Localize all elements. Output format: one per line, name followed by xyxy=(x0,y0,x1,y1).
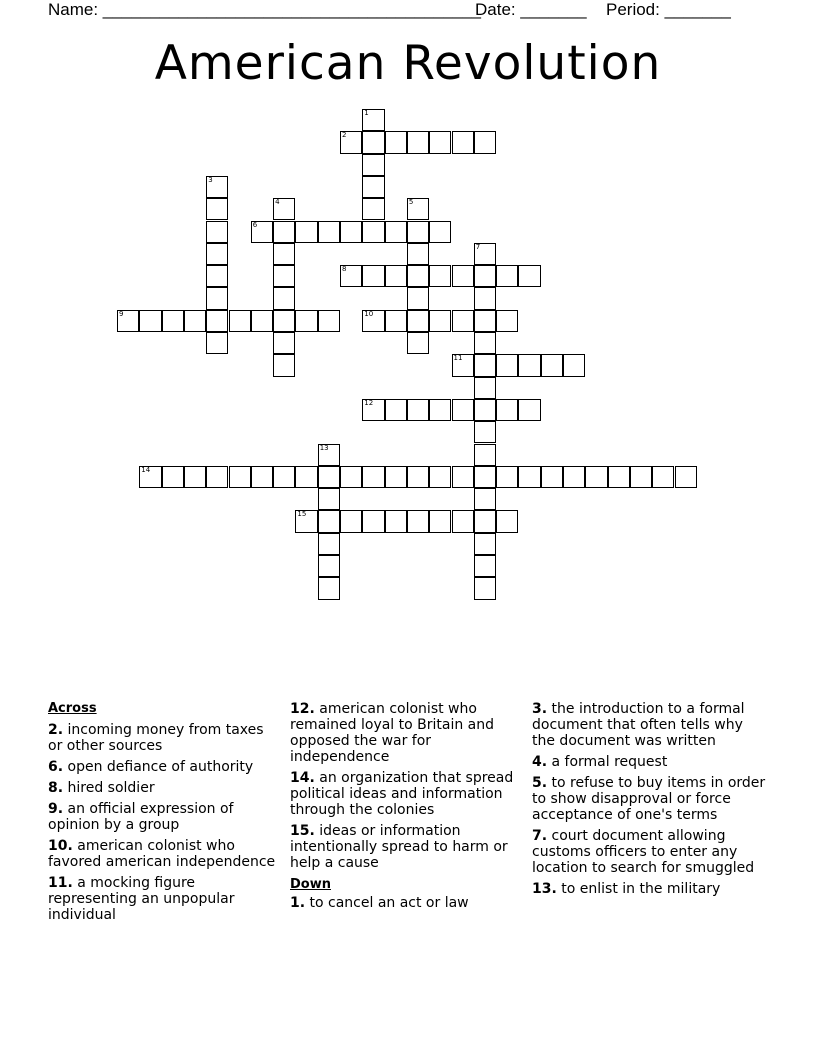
crossword-cell[interactable] xyxy=(162,466,184,488)
crossword-cell[interactable] xyxy=(362,466,384,488)
crossword-cell[interactable] xyxy=(518,265,540,287)
crossword-cell[interactable] xyxy=(340,221,362,243)
crossword-cell[interactable] xyxy=(295,310,317,332)
crossword-cell[interactable] xyxy=(518,354,540,376)
crossword-cell[interactable] xyxy=(429,221,451,243)
period-field-label[interactable]: Period: _______ xyxy=(606,0,731,19)
crossword-cell[interactable] xyxy=(474,310,496,332)
crossword-cell[interactable] xyxy=(362,131,384,153)
crossword-cell[interactable] xyxy=(318,444,340,466)
crossword-cell[interactable] xyxy=(385,310,407,332)
crossword-cell[interactable] xyxy=(206,265,228,287)
crossword-cell[interactable] xyxy=(407,243,429,265)
crossword-cell[interactable] xyxy=(162,310,184,332)
crossword-cell[interactable] xyxy=(407,265,429,287)
crossword-cell[interactable] xyxy=(474,466,496,488)
crossword-cell[interactable] xyxy=(385,131,407,153)
crossword-cell[interactable] xyxy=(563,466,585,488)
crossword-cell[interactable] xyxy=(206,221,228,243)
crossword-cell[interactable] xyxy=(675,466,697,488)
crossword-cell[interactable] xyxy=(362,310,384,332)
crossword-cell[interactable] xyxy=(318,510,340,532)
crossword-cell[interactable] xyxy=(518,466,540,488)
crossword-cell[interactable] xyxy=(407,510,429,532)
crossword-cell[interactable] xyxy=(273,354,295,376)
down-heading: Down xyxy=(290,877,331,892)
crossword-cell[interactable] xyxy=(452,399,474,421)
crossword-cell[interactable] xyxy=(496,354,518,376)
clue-across-12: 12. american colonist who remained loyal to Britain and opposed the war for independence xyxy=(290,701,495,765)
crossword-cell[interactable] xyxy=(429,310,451,332)
crossword-cell[interactable] xyxy=(385,399,407,421)
clue-number-label: 10 xyxy=(364,309,374,318)
crossword-cell[interactable] xyxy=(340,131,362,153)
crossword-cell[interactable] xyxy=(474,488,496,510)
clue-across-10: 10. american colonist who favored american independence xyxy=(48,838,276,870)
clue-across-2: 2. incoming money from taxes or other sources xyxy=(48,722,264,754)
crossword-cell[interactable] xyxy=(541,354,563,376)
crossword-cell[interactable] xyxy=(474,265,496,287)
crossword-cell[interactable] xyxy=(429,399,451,421)
clue-number-label: 15 xyxy=(297,510,307,519)
crossword-cell[interactable] xyxy=(273,265,295,287)
crossword-cell[interactable] xyxy=(429,131,451,153)
crossword-cell[interactable] xyxy=(295,221,317,243)
crossword-cell[interactable] xyxy=(452,510,474,532)
crossword-cell[interactable] xyxy=(496,310,518,332)
crossword-cell[interactable] xyxy=(340,265,362,287)
crossword-cell[interactable] xyxy=(407,399,429,421)
crossword-cell[interactable] xyxy=(652,466,674,488)
crossword-cell[interactable] xyxy=(229,310,251,332)
crossword-cell[interactable] xyxy=(585,466,607,488)
date-field-label[interactable]: Date: _______ xyxy=(475,0,587,19)
crossword-cell[interactable] xyxy=(139,466,161,488)
crossword-cell[interactable] xyxy=(452,466,474,488)
clues-column-1 xyxy=(48,701,282,923)
crossword-cell[interactable] xyxy=(429,466,451,488)
crossword-cell[interactable] xyxy=(474,510,496,532)
clues-column-3 xyxy=(532,701,766,897)
clue-across-9: 9. an official expression of opinion by a group xyxy=(48,801,234,833)
crossword-cell[interactable] xyxy=(429,510,451,532)
crossword-cell[interactable] xyxy=(474,354,496,376)
clue-number-label: 7 xyxy=(475,242,481,251)
clue-across-6: 6. open defiance of authority xyxy=(48,759,254,775)
clue-number-label: 6 xyxy=(252,220,258,229)
crossword-cell[interactable] xyxy=(407,221,429,243)
crossword-cell[interactable] xyxy=(496,510,518,532)
clue-number-label: 2 xyxy=(342,131,347,140)
crossword-cell[interactable] xyxy=(474,332,496,354)
crossword-cell[interactable] xyxy=(407,131,429,153)
crossword-cell[interactable] xyxy=(608,466,630,488)
crossword-cell[interactable] xyxy=(273,243,295,265)
crossword-cell[interactable] xyxy=(407,287,429,309)
crossword-cell[interactable] xyxy=(362,221,384,243)
crossword-cell[interactable] xyxy=(496,399,518,421)
crossword-cell[interactable] xyxy=(541,466,563,488)
crossword-cell[interactable] xyxy=(452,265,474,287)
clue-down-3: 3. the introduction to a formal document that often tells why the document was written xyxy=(532,701,745,749)
clue-number-label: 5 xyxy=(408,198,414,207)
clue-across-14: 14. an organization that spread political ideas and information through the colonies xyxy=(290,770,514,818)
crossword-cell[interactable] xyxy=(206,332,228,354)
crossword-cell[interactable] xyxy=(295,510,317,532)
crossword-cell[interactable] xyxy=(340,510,362,532)
crossword-cell[interactable] xyxy=(139,310,161,332)
crossword-cell[interactable] xyxy=(273,332,295,354)
crossword-cell[interactable] xyxy=(340,466,362,488)
clue-number-label: 1 xyxy=(364,109,369,117)
clue-across-11: 11. a mocking figure representing an unpopular individual xyxy=(48,875,235,923)
crossword-cell[interactable] xyxy=(273,198,295,220)
crossword-cell[interactable] xyxy=(407,332,429,354)
across-heading: Across xyxy=(48,701,97,716)
crossword-cell[interactable] xyxy=(362,176,384,198)
crossword-cell[interactable] xyxy=(273,466,295,488)
crossword-cell[interactable] xyxy=(452,131,474,153)
crossword-cell[interactable] xyxy=(452,310,474,332)
crossword-cell[interactable] xyxy=(362,154,384,176)
clue-number-label: 11 xyxy=(453,354,463,363)
crossword-cell[interactable] xyxy=(474,131,496,153)
crossword-cell[interactable] xyxy=(362,510,384,532)
crossword-cell[interactable] xyxy=(184,466,206,488)
crossword-cell[interactable] xyxy=(429,265,451,287)
clue-across-8: 8. hired soldier xyxy=(48,780,155,796)
crossword-cell[interactable] xyxy=(273,221,295,243)
crossword-cell[interactable] xyxy=(318,533,340,555)
crossword-cell[interactable] xyxy=(318,488,340,510)
crossword-cell[interactable] xyxy=(630,466,652,488)
crossword-cell[interactable] xyxy=(206,176,228,198)
crossword-cell[interactable] xyxy=(407,310,429,332)
crossword-cell[interactable] xyxy=(496,265,518,287)
clue-number-label: 4 xyxy=(275,198,280,207)
clue-number-label: 14 xyxy=(141,465,151,474)
crossword-cell[interactable] xyxy=(206,287,228,309)
crossword-cell[interactable] xyxy=(117,310,139,332)
crossword-cell[interactable] xyxy=(318,577,340,599)
crossword-cell[interactable] xyxy=(318,555,340,577)
crossword-cell[interactable] xyxy=(518,399,540,421)
crossword-cell[interactable] xyxy=(251,310,273,332)
crossword-cell[interactable] xyxy=(273,310,295,332)
crossword-cell[interactable] xyxy=(362,198,384,220)
crossword-cell[interactable] xyxy=(295,466,317,488)
page-title: American Revolution xyxy=(154,36,662,91)
crossword-cell[interactable] xyxy=(229,466,251,488)
clue-number-label: 8 xyxy=(342,265,347,274)
crossword-cell[interactable] xyxy=(251,466,273,488)
crossword-cell[interactable] xyxy=(385,265,407,287)
crossword-cell[interactable] xyxy=(318,310,340,332)
crossword-cell[interactable] xyxy=(452,354,474,376)
clue-down-4: 4. a formal request xyxy=(532,754,668,770)
crossword-cell[interactable] xyxy=(184,310,206,332)
crossword-cell[interactable] xyxy=(474,577,496,599)
crossword-cell[interactable] xyxy=(318,466,340,488)
name-field-label[interactable]: Name: ________________________________________ xyxy=(48,0,481,19)
clue-number-label: 13 xyxy=(319,443,329,452)
crossword-cell[interactable] xyxy=(206,466,228,488)
clue-number-label: 3 xyxy=(208,175,213,184)
crossword-cell[interactable] xyxy=(273,287,295,309)
clue-down-1: 1. to cancel an act or law xyxy=(290,895,469,911)
crossword-cell[interactable] xyxy=(407,198,429,220)
crossword-cell[interactable] xyxy=(474,377,496,399)
crossword-cell[interactable] xyxy=(362,109,384,131)
crossword-cell[interactable] xyxy=(362,265,384,287)
crossword-cell[interactable] xyxy=(474,555,496,577)
clue-number-label: 9 xyxy=(119,309,124,318)
crossword-cell[interactable] xyxy=(474,533,496,555)
clue-down-5: 5. to refuse to buy items in order to show disapproval or force acceptance of one's terms xyxy=(532,775,766,823)
crossword-cell[interactable] xyxy=(206,198,228,220)
crossword-cell[interactable] xyxy=(385,221,407,243)
clue-across-15: 15. ideas or information intentionally spread to harm or help a cause xyxy=(290,823,508,871)
crossword-cell[interactable] xyxy=(474,287,496,309)
clue-number-label: 12 xyxy=(364,398,374,407)
crossword-cell[interactable] xyxy=(474,399,496,421)
crossword-cell[interactable] xyxy=(385,510,407,532)
clues-column-2 xyxy=(290,701,524,911)
crossword-cell[interactable] xyxy=(474,421,496,443)
crossword-cell[interactable] xyxy=(563,354,585,376)
crossword-cell[interactable] xyxy=(318,221,340,243)
crossword-cell[interactable] xyxy=(474,243,496,265)
crossword-cell[interactable] xyxy=(251,221,273,243)
crossword-cell[interactable] xyxy=(362,399,384,421)
clue-down-7: 7. court document allowing customs officers to enter any location to search for smuggled xyxy=(532,828,755,876)
crossword-cell[interactable] xyxy=(206,310,228,332)
crossword-cell[interactable] xyxy=(496,466,518,488)
crossword-cell[interactable] xyxy=(474,444,496,466)
crossword-cell[interactable] xyxy=(407,466,429,488)
clue-down-13: 13. to enlist in the military xyxy=(532,881,721,897)
crossword-cell[interactable] xyxy=(206,243,228,265)
crossword-cell[interactable] xyxy=(385,466,407,488)
